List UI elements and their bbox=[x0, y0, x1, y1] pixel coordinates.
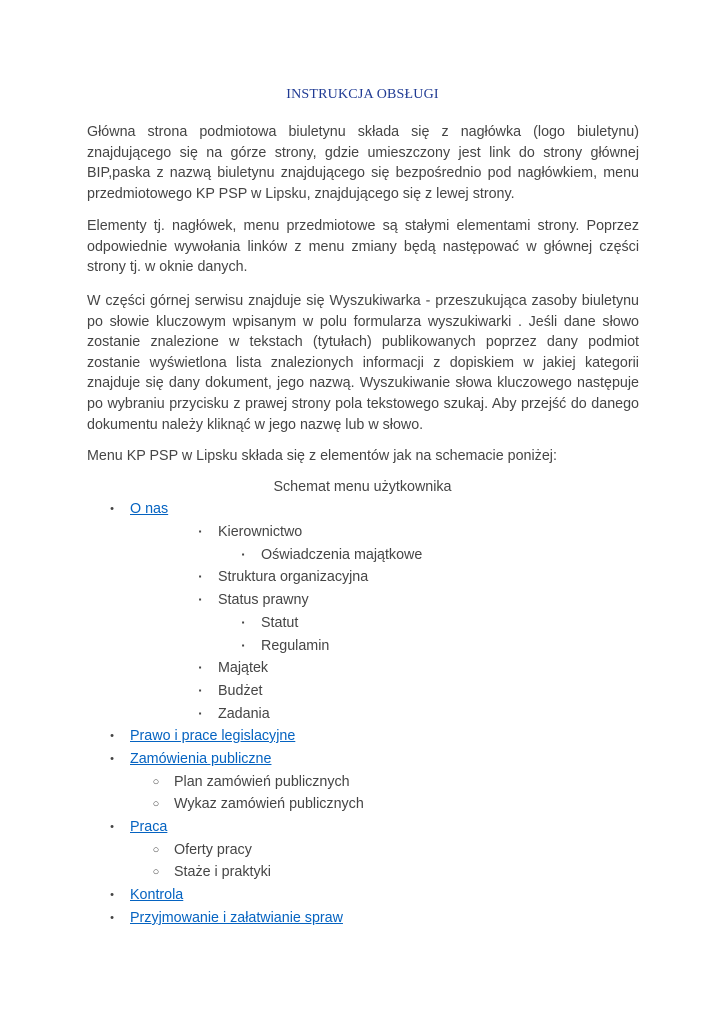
label-statut: Statut bbox=[261, 615, 299, 631]
menu-item-praca bbox=[0, 816, 725, 838]
menu-item-wykaz-zamowien bbox=[0, 793, 725, 815]
label-struktura: Struktura organizacyjna bbox=[218, 569, 369, 585]
menu-item-statut bbox=[0, 612, 725, 634]
bullet-disc-icon: • bbox=[110, 912, 114, 924]
bullet-square-icon: ▪ bbox=[198, 527, 202, 536]
menu-item-o-nas bbox=[0, 498, 725, 520]
menu-item-oferty bbox=[0, 839, 725, 861]
bullet-square-icon: ▪ bbox=[241, 618, 245, 627]
link-przyjmowanie[interactable]: Przyjmowanie i załatwianie spraw bbox=[130, 910, 343, 926]
bullet-disc-icon: • bbox=[110, 821, 114, 833]
menu-item-plan-zamowien bbox=[0, 771, 725, 793]
label-zadania: Zadania bbox=[218, 706, 270, 722]
menu-item-budzet bbox=[0, 680, 725, 702]
label-kierownictwo: Kierownictwo bbox=[218, 524, 303, 540]
menu-item-struktura bbox=[0, 566, 725, 588]
menu-item-regulamin bbox=[0, 635, 725, 657]
paragraph-search: W części górnej serwisu znajduje się Wyszukiwarka - przeszukująca zasoby biuletynu po słowie kluczowym wpisanym w polu formularza wyszukiwarki . Jeśli dane słowo zostanie znalezione w tekstach (tytułach) publikowanych poprzez dany podmiot zostanie wyświetlona lista znalezionych informacji z dopiskiem w jakiej kategorii znajduje się dany dokument, jego nazwą. Wyszukiwanie słowa kluczowego następuje po wybraniu przycisku z prawej strony pola tekstowego szukaj. Aby przejść do danego dokumentu należy kliknąć w jego nazwę lub w słowo. bbox=[87, 293, 639, 433]
menu-item-prawo bbox=[0, 725, 725, 747]
menu-item-majatek bbox=[0, 657, 725, 679]
bullet-circle-icon: ○ bbox=[152, 798, 160, 810]
menu-item-zamowienia bbox=[0, 748, 725, 770]
bullet-square-icon: ▪ bbox=[241, 641, 245, 650]
paragraph-main-page: Główna strona podmiotowa biuletynu składa się z nagłówka (logo biuletynu) znajdującego się na górze strony, gdzie umieszczony jest link do strony głównej BIP,paska z nazwą biuletynu znajdującego się bezpośrednio pod nagłówkiem, menu przedmiotowego KP PSP w Lipsku, znajdującego się z lewej strony. bbox=[87, 124, 639, 202]
bullet-square-icon: ▪ bbox=[198, 663, 202, 672]
bullet-square-icon: ▪ bbox=[241, 550, 245, 559]
bullet-disc-icon: • bbox=[110, 753, 114, 765]
bullet-circle-icon: ○ bbox=[152, 844, 160, 856]
label-majatek: Majątek bbox=[218, 660, 269, 676]
bullet-square-icon: ▪ bbox=[198, 686, 202, 695]
label-budzet: Budżet bbox=[218, 683, 263, 699]
link-zamowienia[interactable]: Zamówienia publiczne bbox=[130, 751, 272, 767]
label-status-prawny: Status prawny bbox=[218, 592, 309, 608]
document-title: INSTRUKCJA OBSŁUGI bbox=[286, 87, 439, 102]
menu-item-kierownictwo bbox=[0, 521, 725, 543]
bullet-circle-icon: ○ bbox=[152, 866, 160, 878]
menu-item-staze bbox=[0, 861, 725, 883]
menu-item-przyjmowanie bbox=[0, 907, 725, 929]
label-oswiadczenia: Oświadczenia majątkowe bbox=[261, 547, 423, 563]
label-staze: Staże i praktyki bbox=[174, 864, 271, 880]
bullet-square-icon: ▪ bbox=[198, 572, 202, 581]
label-oferty: Oferty pracy bbox=[174, 842, 252, 858]
bullet-square-icon: ▪ bbox=[198, 709, 202, 718]
link-prawo[interactable]: Prawo i prace legislacyjne bbox=[130, 728, 296, 744]
link-kontrola[interactable]: Kontrola bbox=[130, 887, 184, 903]
bullet-disc-icon: • bbox=[110, 730, 114, 742]
menu-item-status-prawny bbox=[0, 589, 725, 611]
label-wykaz-zamowien: Wykaz zamówień publicznych bbox=[174, 796, 364, 812]
bullet-circle-icon: ○ bbox=[152, 776, 160, 788]
bullet-disc-icon: • bbox=[110, 889, 114, 901]
link-o-nas[interactable]: O nas bbox=[130, 501, 169, 517]
paragraph-elements: Elementy tj. nagłówek, menu przedmiotowe są stałymi elementami strony. Poprzez odpowiednie wywołania linków z menu zmiany będą następować w głównej części strony tj. w oknie danych. bbox=[87, 218, 639, 276]
bullet-square-icon: ▪ bbox=[198, 595, 202, 604]
menu-item-oswiadczenia bbox=[0, 544, 725, 566]
schema-title: Schemat menu użytkownika bbox=[273, 479, 452, 495]
label-plan-zamowien: Plan zamówień publicznych bbox=[174, 774, 350, 790]
menu-item-zadania bbox=[0, 703, 725, 725]
menu-item-kontrola bbox=[0, 884, 725, 906]
bullet-disc-icon: • bbox=[110, 503, 114, 515]
paragraph-menu-intro: Menu KP PSP w Lipsku składa się z elementów jak na schemacie poniżej: bbox=[87, 448, 557, 464]
link-praca[interactable]: Praca bbox=[130, 819, 168, 835]
label-regulamin: Regulamin bbox=[261, 638, 330, 654]
